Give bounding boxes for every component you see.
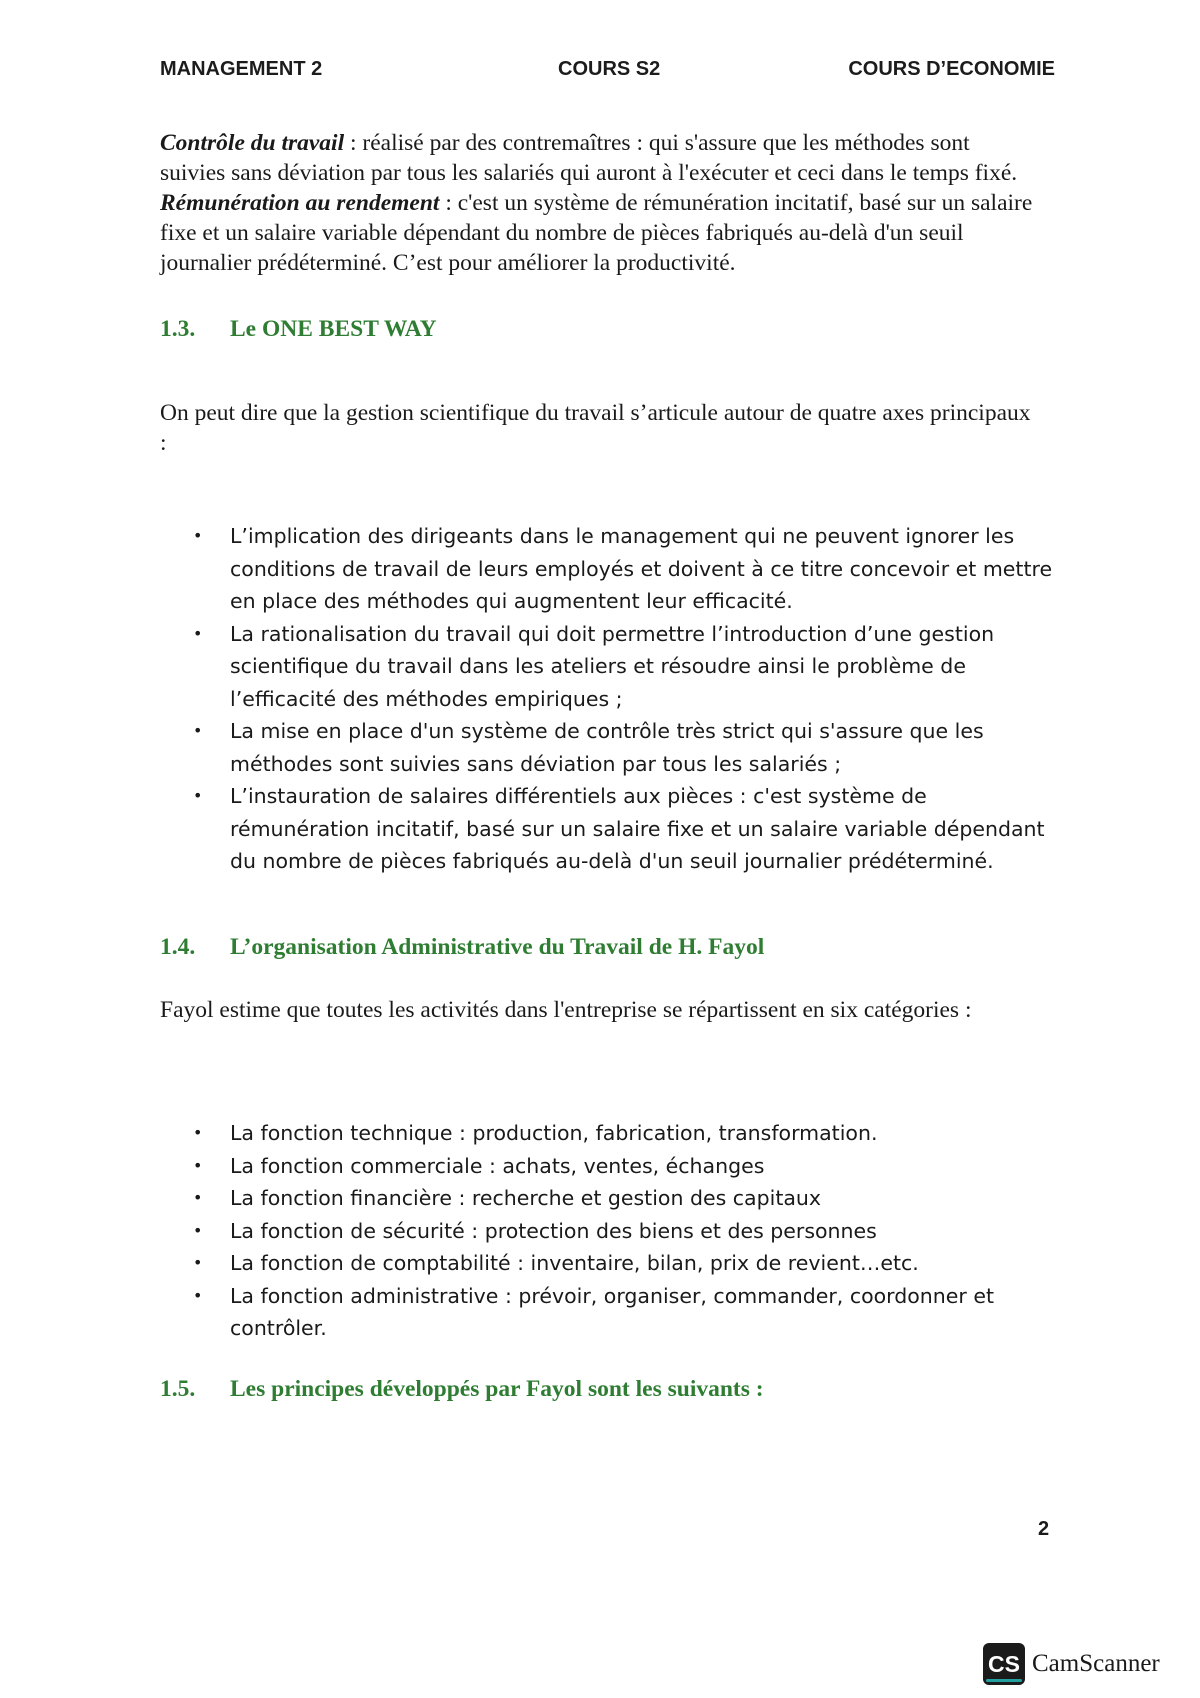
remuneration-paragraph <box>160 188 1040 278</box>
page-number: 2 <box>1038 1518 1050 1540</box>
list-item: • L’instauration de salaires différentiels aux pièces : c'est système de rémunération incitatif, basé sur un salaire fixe et un salaire variable dépendant du nombre de pièces fabriqués au-delà d'un seuil journalier prédéterminé. <box>190 780 1060 878</box>
page-header <box>160 58 1055 88</box>
camscanner-brand: CamScanner <box>1032 1650 1160 1677</box>
bullet-icon: • <box>193 1285 203 1305</box>
bullet-icon: • <box>193 623 203 643</box>
camscanner-logo-icon: CS <box>983 1643 1025 1685</box>
section-number: 1.5. <box>160 1376 196 1402</box>
camscanner-watermark <box>983 1642 1160 1686</box>
list-item: • La fonction de sécurité : protection des biens et des personnes <box>190 1215 1060 1248</box>
list-item: • La fonction administrative : prévoir, organiser, commander, coordonner et contrôler. <box>190 1280 1060 1345</box>
list-item: • La fonction commerciale : achats, ventes, échanges <box>190 1150 1060 1183</box>
list-item: • L’implication des dirigeants dans le management qui ne peuvent ignorer les conditions de travail de leurs employés et doivent à ce titre concevoir et mettre en place des méthodes qui augmentent leur efficacité. <box>190 520 1060 618</box>
controle-paragraph <box>160 128 1040 188</box>
bullet-icon: • <box>193 1220 203 1240</box>
section-1-4-paragraph: Fayol estime que toutes les activités dans l'entreprise se répartissent en six catégories : <box>160 997 972 1023</box>
list-item: • La fonction technique : production, fabrication, transformation. <box>190 1117 1060 1150</box>
bullet-icon: • <box>193 1155 203 1175</box>
section-title-1-5 <box>160 1376 764 1403</box>
section-title-text: L’organisation Administrative du Travail de H. Fayol <box>230 934 765 960</box>
controle-term: Contrôle du travail <box>160 130 345 156</box>
bullet-icon: • <box>193 721 203 740</box>
header-left: MANAGEMENT 2 <box>160 58 323 80</box>
section-title-text: Les principes développés par Fayol sont les suivants : <box>230 1376 764 1402</box>
bullet-icon: • <box>193 1188 203 1207</box>
intro-paragraphs <box>160 128 1040 278</box>
bullet-icon: • <box>193 786 203 805</box>
section-1-4-bullets <box>190 1117 1060 1345</box>
list-item: • La fonction de comptabilité : inventaire, bilan, prix de revient…etc. <box>190 1247 1060 1280</box>
bullet-icon: • <box>193 1253 203 1272</box>
header-right: COURS D’ECONOMIE <box>848 58 1055 80</box>
section-1-3-paragraph: On peut dire que la gestion scientifique du travail s’articule autour de quatre axes principaux : <box>160 400 1031 456</box>
list-item: • La rationalisation du travail qui doit permettre l’introduction d’une gestion scientifique du travail dans les ateliers et résoudre ainsi le problème de l’efficacité des méthodes empiriques ; <box>190 618 1060 716</box>
section-title-text: Le ONE BEST WAY <box>230 316 437 342</box>
section-number: 1.4. <box>160 934 196 960</box>
list-item: • La mise en place d'un système de contrôle très strict qui s'assure que les méthodes sont suivies sans déviation par tous les salariés ; <box>190 715 1060 780</box>
section-title-1-3 <box>160 316 437 343</box>
section-number: 1.3. <box>160 316 196 342</box>
remuneration-term: Rémunération au rendement <box>160 190 440 216</box>
section-1-3-bullets <box>190 520 1060 878</box>
bullet-icon: • <box>193 526 203 545</box>
controle-text: : réalisé par des contremaîtres : qui s'assure que les méthodes sont suivies sans déviation par tous les salariés qui auront à l'exécuter et ceci dans le temps fixé. <box>160 130 1018 186</box>
header-center: COURS S2 <box>558 58 661 80</box>
remuneration-text: : c'est un système de rémunération incitatif, basé sur un salaire fixe et un salaire variable dépendant du nombre de pièces fabriqués au-delà d'un seuil journalier prédéterminé. C’est pour améliorer la productivité. <box>160 190 1033 276</box>
list-item: • La fonction financière : recherche et gestion des capitaux <box>190 1182 1060 1215</box>
section-title-1-4 <box>160 934 764 961</box>
bullet-icon: • <box>193 1123 203 1142</box>
